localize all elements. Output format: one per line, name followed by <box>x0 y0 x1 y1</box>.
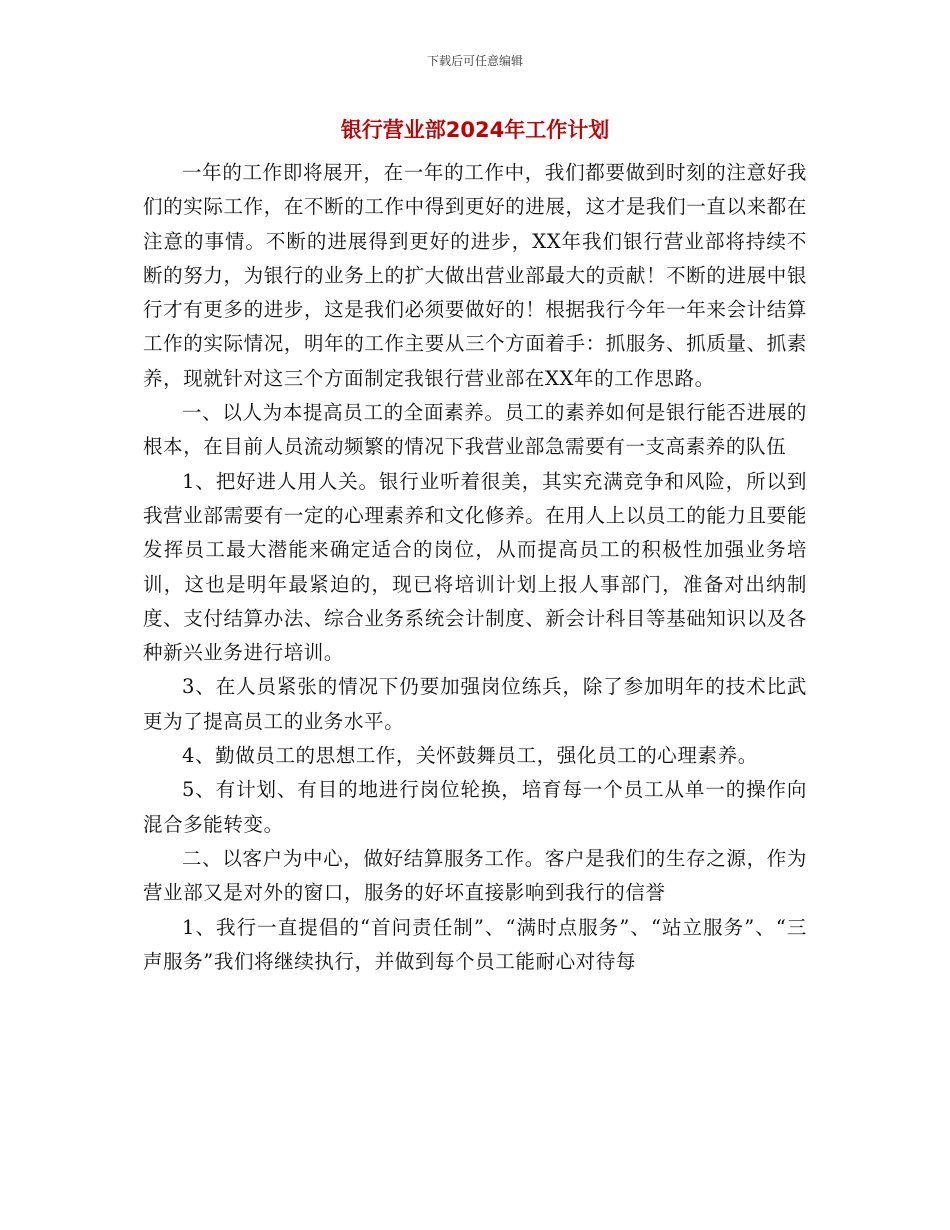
paragraph: 1、我行一直提倡的“首问责任制”、“满时点服务”、“站立服务”、“三声服务”我们将继续执行，并做到每个员工能耐心对待每 <box>143 915 807 973</box>
document-body <box>143 156 807 979</box>
paragraph: 1、把好进人用人关。银行业听着很美，其实充满竞争和风险，所以到我营业部需要有一定的心理素养和文化修养。在用人上以员工的能力且要能发挥员工最大潜能来确定适合的岗位，从而提高员工的积极性加强业务培训，这也是明年最紧迫的，现已将培训计划上报人事部门，准备对出纳制度、支付结算办法、综合业务系统会计制度、新会计科目等基础知识以及各种新兴业务进行培训。 <box>143 469 807 665</box>
paragraph: 二、以客户为中心，做好结算服务工作。客户是我们的生存之源，作为营业部又是对外的窗口，服务的好坏直接影响到我行的信誉 <box>143 846 807 905</box>
paragraph: 一、以人为本提高员工的全面素养。员工的素养如何是银行能否进展的根本，在目前人员流动频繁的情况下我营业部急需要有一支高素养的队伍 <box>143 401 807 459</box>
paragraph: 3、在人员紧张的情况下仍要加强岗位练兵，除了参加明年的技术比武更为了提高员工的业务水平。 <box>143 675 807 733</box>
paragraph: 4、勤做员工的思想工作，关怀鼓舞员工，强化员工的心理素养。 <box>182 744 758 768</box>
header-note: 下载后可任意编辑 <box>426 54 523 68</box>
paragraph: 5、有计划、有目的地进行岗位轮换，培育每一个员工从单一的操作向混合多能转变。 <box>143 778 807 836</box>
paragraph: 一年的工作即将展开，在一年的工作中，我们都要做到时刻的注意好我们的实际工作，在不断的工作中得到更好的进展，这才是我们一直以来都在注意的事情。不断的进展得到更好的进步，XX年我们银行营业部将持续不断的努力，为银行的业务上的扩大做出营业部最大的贡献！不断的进展中银行才有更多的进步，这是我们必须要做好的！根据我行今年一年来会计结算工作的实际情况，明年的工作主要从三个方面着手：抓服务、抓质量、抓素养，现就针对这三个方面制定我银行营业部在XX年的工作思路。 <box>143 161 807 390</box>
document-title: 银行营业部2024年工作计划 <box>340 118 610 142</box>
